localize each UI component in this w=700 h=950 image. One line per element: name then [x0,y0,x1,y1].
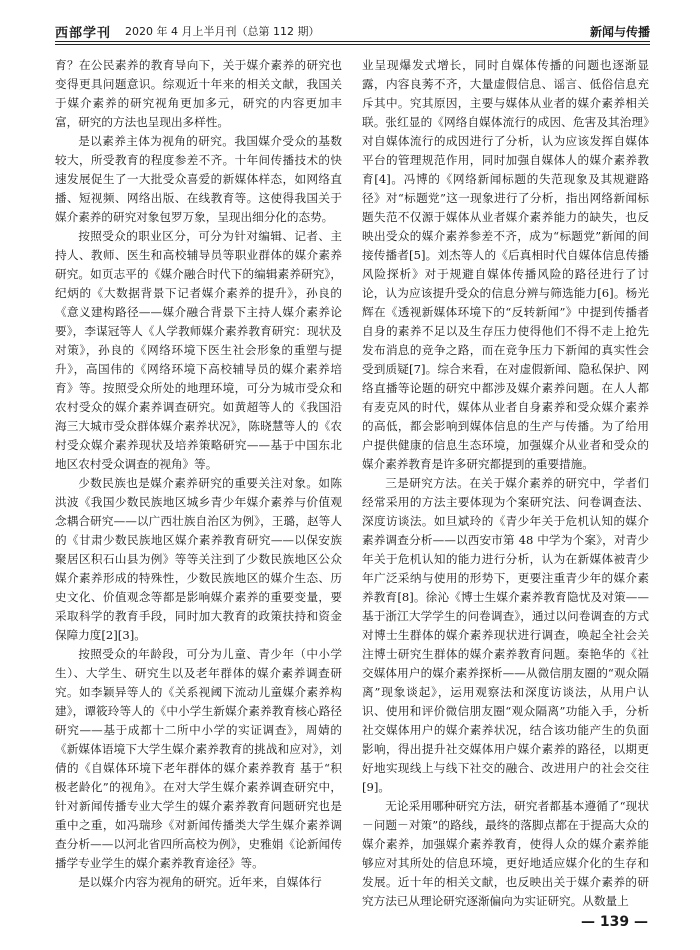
paragraph: 业呈现爆发式增长，同时自媒体传播的问题也逐渐显露，内容良莠不齐，大量虚假信息、谣言、低俗信息充斥其中。究其原因，主要与媒体从业者的媒介素养相关联。张红显的《网络自媒体流行的成因、危害及其治理》对自媒体流行的成因进行了分析，认为应该发挥自媒体平台的管理规范作用，同时加强自媒体人的媒介素养教育[4]。冯博的《网络新闻标题的失范现象及其规避路径》对“标题党”这一现象进行了分析，指出网络新闻标题失范不仅源于媒体从业者媒介素养能力的缺失，也反映出受众的媒介素养参差不齐，成为“标题党”新闻的间接传播者[5]。刘杰等人的《后真相时代自媒体信息传播风险探析》对于规避自媒体传播风险的路径进行了讨论，认为应该提升受众的信息分辨与筛选能力[6]。杨光辉在《透视新媒体环境下的“反转新闻”》中提到传播者自身的素养不足以及生存压力使得他们不得不走上抢先发布消息的竞争之路，而在竞争压力下新闻的真实性会受到质疑[7]。综合来看，在对虚假新闻、隐私保护、网络直播等论题的研究中都涉及媒介素养问题。在人人都有麦克风的时代，媒体从业者自身素养和受众媒介素养的高低，都会影响到媒体信息的生产与传播。为了给用户提供健康的信息生态环境，加强媒介从业者和受众的媒介素养教育是许多研究都提到的重要措施。 [362,58,649,471]
paragraph: 三是研究方法。在关于媒介素养的研究中，学者们经常采用的方法主要体现为个案研究法、问卷调查法、深度访谈法。如旦斌玲的《青少年关于危机认知的媒介素养调查分析——以西安市第 48 中学为个案》，对青少年关于危机认知的能力进行分析，认为在新媒体被青少年广泛采纳与使用的形势下，更要注重青少年的媒介素养教育[8]。徐沁《博士生媒介素养教育隐忧及对策——基于浙江大学学生的问卷调查》，通过以问卷调查的方式对博士生群体的媒介素养现状进行调查，唤起全社会关注博士研究生群体的媒介素养教育问题。秦艳华的《社交媒体用户的媒介素养探析——从微信朋友圈的“观众隔离”现象谈起》，运用观察法和深度访谈法，从用户认识、使用和评价微信朋友圈“观众隔离”功能入手，分析社交媒体用户的媒介素养状况，结合该功能产生的负面影响，得出提升社交媒体用户媒介素养的路径，以期更好地实现线上与线下社交的融合、改进用户的社会交往[9]。 [362,476,649,794]
paragraph: 是以素养主体为视角的研究。我国媒介受众的基数较大，所受教育的程度参差不齐。十年间传播技术的快速发展促生了一大批受众喜爱的新媒体样态，如网络直播、短视频、网络出版、在线教育等。这使得我国关于媒介素养的研究对象包罗万象，呈现出细分化的态势。 [55,134,342,224]
right-column [362,56,649,911]
left-column [55,56,342,892]
section-title: 新闻与传播 [589,25,650,39]
paragraph: 按照受众的职业区分，可分为针对编辑、记者、主持人、教师、医生和高校辅导员等职业群体的媒介素养研究。如页志平的《媒介融合时代下的编辑素养研究》，纪炳的《大数据背景下记者媒介素养的提升》，孙良的《意义建构路径——媒介融合背景下主持人媒介素养论要》，李谋冠等人《人学教师媒介素养教育研究：现状及对策》，孙良的《网络环境下医生社会形象的重塑与提升》，高国伟的《网络环境下高校辅导员的媒介素养培育》等。按照受众所处的地理环境，可分为城市受众和农村受众的媒介素养调查研究。如黄超等人的《我国沿海三大城市受众群体媒介素养状况》，陈晓慧等人的《农村受众媒介素养现状及培养策略研究——基于中国东北地区农村受众调查的视角》等。 [55,229,342,471]
paragraph: 无论采用哪种研究方法，研究者都基本遵循了“现状－问题－对策”的路线，最终的落脚点都在于提高大众的媒介素养，加强媒介素养教育，使得人众的媒介素养能够应对其所处的信息环境，更好地适应媒介化的生存和发展。近十年的相关文献，也反映出关于媒介素养的研究方法已从理论研究逐渐偏向为实证研究。从数量上 [362,799,649,908]
paragraph: 少数民族也是媒介素养研究的重要关注对象。如陈洪波《我国少数民族地区城乡青少年媒介素养与价值观念耦合研究——以广西壮族自治区为例》，王璐，赵等人的《甘肃少数民族地区媒介素养教育研究——以保安族聚居区积石山县为例》等等关注到了少数民族地区公众媒介素养形成的特殊性，少数民族地区的媒介生态、历史文化、价值观念等都是影响媒介素养的重要变量，要采取科学的教育手段，同时加大教育的政策扶持和资金保障力度[2][3]。 [55,476,342,642]
header-rule [55,41,650,42]
header-rule-thin [55,44,650,45]
page-header [55,20,650,42]
paragraph: 按照受众的年龄段，可分为儿童、青少年（中小学生）、大学生、研究生以及老年群体的媒介素养调查研究。如李颖异等人的《关系视阈下流动儿童媒介素养构建》，谭筱玲等人的《中小学生新媒介素养教育核心路径研究——基于成都十二所中小学的实证调查》，周婧的《新媒体语境下大学生媒介素养教育的挑战和应对》，刘倩的《自媒体环境下老年群体的媒介素养教育 基于“积极老龄化”的视角》。在对大学生媒介素养调查研究中，针对新闻传播专业大学生的媒介素养教育问题研究也是重中之重，如冯瑞珍《对新闻传播类大学生媒介素养调查分析——以河北省四所高校为例》，史雅娟《论新闻传播学专业学生的媒介素养教育途径》等。 [55,647,342,870]
journal-logo: 西部学刊 [55,26,112,41]
paragraph: 育？在公民素养的教育导向下，关于媒介素养的研究也变得更具问题意识。综观近十年来的相关文献，我国关于媒介素养的研究视角更加多元，研究的内容更加丰富，研究的方法也呈现出多样性。 [55,58,342,129]
page-number: — 139 — [581,914,648,930]
paragraph: 是以媒介内容为视角的研究。近年来，自媒体行 [78,875,322,889]
issue-info: 2020 年 4 月上半月刊（总第 112 期） [125,25,320,38]
